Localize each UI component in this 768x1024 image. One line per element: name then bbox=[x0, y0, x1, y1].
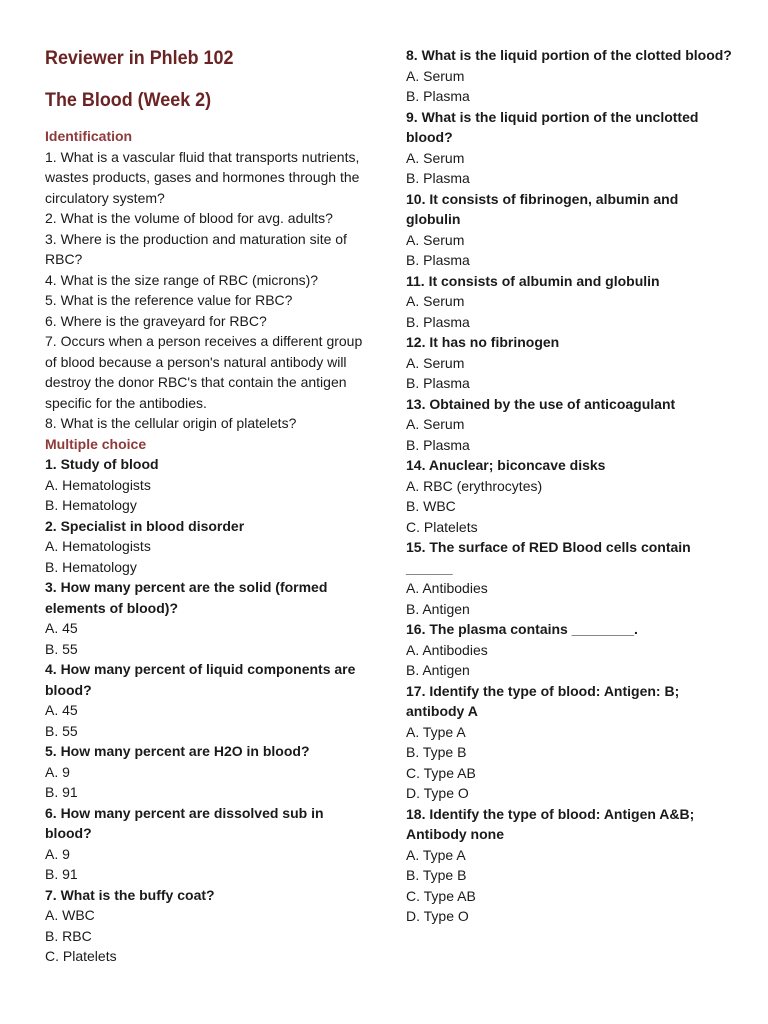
question-text: 13. Obtained by the use of anticoagulant bbox=[406, 395, 676, 412]
question-item bbox=[406, 804, 736, 927]
question-item bbox=[45, 516, 365, 578]
answer-option: A. 9 bbox=[45, 845, 70, 862]
question-item bbox=[406, 45, 736, 107]
question-item bbox=[45, 577, 365, 659]
answer-option: A. Serum bbox=[406, 354, 465, 371]
identification-item: 2. What is the volume of blood for avg. adults? bbox=[45, 210, 333, 226]
answer-option: A. Antibodies bbox=[406, 641, 488, 658]
answer-option: B. 91 bbox=[45, 866, 78, 882]
answer-option: A. WBC bbox=[45, 907, 95, 923]
answer-option: B. Hematology bbox=[45, 497, 137, 513]
answer-option: B. Plasma bbox=[406, 313, 470, 330]
identification-heading: Identification bbox=[45, 128, 133, 144]
answer-option: A. 45 bbox=[45, 702, 78, 718]
question-item bbox=[406, 107, 736, 189]
answer-option: A. Serum bbox=[406, 67, 465, 84]
answer-option: C. Platelets bbox=[406, 518, 478, 535]
question-item bbox=[406, 271, 736, 333]
answer-option: B. Antigen bbox=[406, 600, 470, 617]
question-item bbox=[406, 455, 736, 537]
answer-option: B. Plasma bbox=[406, 170, 470, 186]
question-text: 9. What is the liquid portion of the unclotted blood? bbox=[406, 108, 699, 145]
question-text: 8. What is the liquid portion of the clotted blood? bbox=[406, 47, 732, 63]
identification-item: 1. What is a vascular fluid that transports nutrients, wastes products, gases and hormones through the circulatory system? bbox=[45, 148, 360, 206]
question-item bbox=[45, 803, 365, 885]
question-item bbox=[406, 537, 736, 619]
answer-option: B. Plasma bbox=[406, 88, 470, 104]
answer-option: B. Hematology bbox=[45, 558, 137, 575]
question-item bbox=[406, 619, 736, 681]
answer-option: D. Type O bbox=[406, 908, 469, 924]
answer-option: C. Type AB bbox=[406, 764, 476, 781]
question-item bbox=[406, 681, 736, 804]
document-subtitle: The Blood (Week 2) bbox=[45, 89, 212, 111]
identification-item: 4. What is the size range of RBC (microns)? bbox=[45, 271, 319, 288]
answer-option: A. 9 bbox=[45, 763, 70, 780]
question-text: 10. It consists of fibrinogen, albumin and globulin bbox=[406, 190, 679, 227]
answer-option: B. 91 bbox=[45, 784, 78, 800]
answer-option: C. Type AB bbox=[406, 887, 476, 904]
answer-option: A. RBC (erythrocytes) bbox=[406, 477, 543, 494]
answer-option: B. 55 bbox=[45, 722, 78, 739]
answer-option: B. Type B bbox=[406, 867, 467, 883]
answer-option: A. Serum bbox=[406, 231, 465, 248]
multiple-choice-heading: Multiple choice bbox=[45, 435, 147, 452]
answer-option: B. Plasma bbox=[406, 436, 470, 453]
answer-option: A. 45 bbox=[45, 620, 78, 636]
answer-option: B. WBC bbox=[406, 498, 456, 514]
question-text: 4. How many percent of liquid components are blood? bbox=[45, 661, 356, 698]
identification-item: 8. What is the cellular origin of platelets? bbox=[45, 415, 297, 431]
left-flow bbox=[45, 126, 365, 967]
answer-option: A. Serum bbox=[406, 293, 465, 309]
question-text: 16. The plasma contains ________. bbox=[406, 621, 638, 637]
document-title: Reviewer in Phleb 102 bbox=[45, 47, 234, 69]
question-text: 1. Study of blood bbox=[45, 456, 159, 472]
answer-option: D. Type O bbox=[406, 785, 469, 801]
question-item bbox=[45, 885, 365, 967]
identification-item: 7. Occurs when a person receives a different group of blood because a person's natural antibody will destroy the donor RBC's that contain the antigen specific for the antibodies. bbox=[45, 333, 363, 411]
answer-option: A. Serum bbox=[406, 149, 465, 166]
question-text: 5. How many percent are H2O in blood? bbox=[45, 743, 310, 759]
question-text: 14. Anuclear; biconcave disks bbox=[406, 457, 606, 473]
question-text: 12. It has no fibrinogen bbox=[406, 334, 560, 350]
answer-option: B. RBC bbox=[45, 927, 92, 944]
question-text: 3. How many percent are the solid (formed elements of blood)? bbox=[45, 579, 328, 616]
question-text: 7. What is the buffy coat? bbox=[45, 886, 215, 903]
answer-option: B. Antigen bbox=[406, 662, 470, 678]
identification-item: 6. Where is the graveyard for RBC? bbox=[45, 312, 267, 329]
answer-option: B. Plasma bbox=[406, 375, 470, 391]
answer-option: B. Type B bbox=[406, 744, 467, 760]
question-text: 2. Specialist in blood disorder bbox=[45, 517, 245, 534]
question-item bbox=[45, 454, 365, 516]
answer-option: C. Platelets bbox=[45, 948, 117, 964]
answer-option: A. Type A bbox=[406, 723, 466, 740]
identification-item: 3. Where is the production and maturation site of RBC? bbox=[45, 230, 347, 267]
question-text: 11. It consists of albumin and globulin bbox=[406, 272, 660, 289]
answer-option: A. Hematologists bbox=[45, 476, 151, 493]
answer-option: A. Serum bbox=[406, 416, 465, 432]
question-item bbox=[45, 741, 365, 803]
question-text: 6. How many percent are dissolved sub in blood? bbox=[45, 804, 324, 841]
question-text: 17. Identify the type of blood: Antigen: B; antibody A bbox=[406, 682, 680, 719]
question-item bbox=[406, 394, 736, 456]
answer-option: B. 55 bbox=[45, 640, 78, 657]
question-item bbox=[45, 659, 365, 741]
answer-option: A. Hematologists bbox=[45, 538, 151, 554]
answer-option: A. Type A bbox=[406, 846, 466, 863]
question-item bbox=[406, 332, 736, 394]
question-item bbox=[406, 189, 736, 271]
question-text: 18. Identify the type of blood: Antigen A&B; Antibody none bbox=[406, 805, 695, 842]
right-flow bbox=[406, 45, 736, 927]
answer-option: A. Antibodies bbox=[406, 580, 488, 596]
identification-item: 5. What is the reference value for RBC? bbox=[45, 292, 293, 308]
question-text: 15. The surface of RED Blood cells contain ______ bbox=[406, 539, 691, 576]
answer-option: B. Plasma bbox=[406, 252, 470, 268]
